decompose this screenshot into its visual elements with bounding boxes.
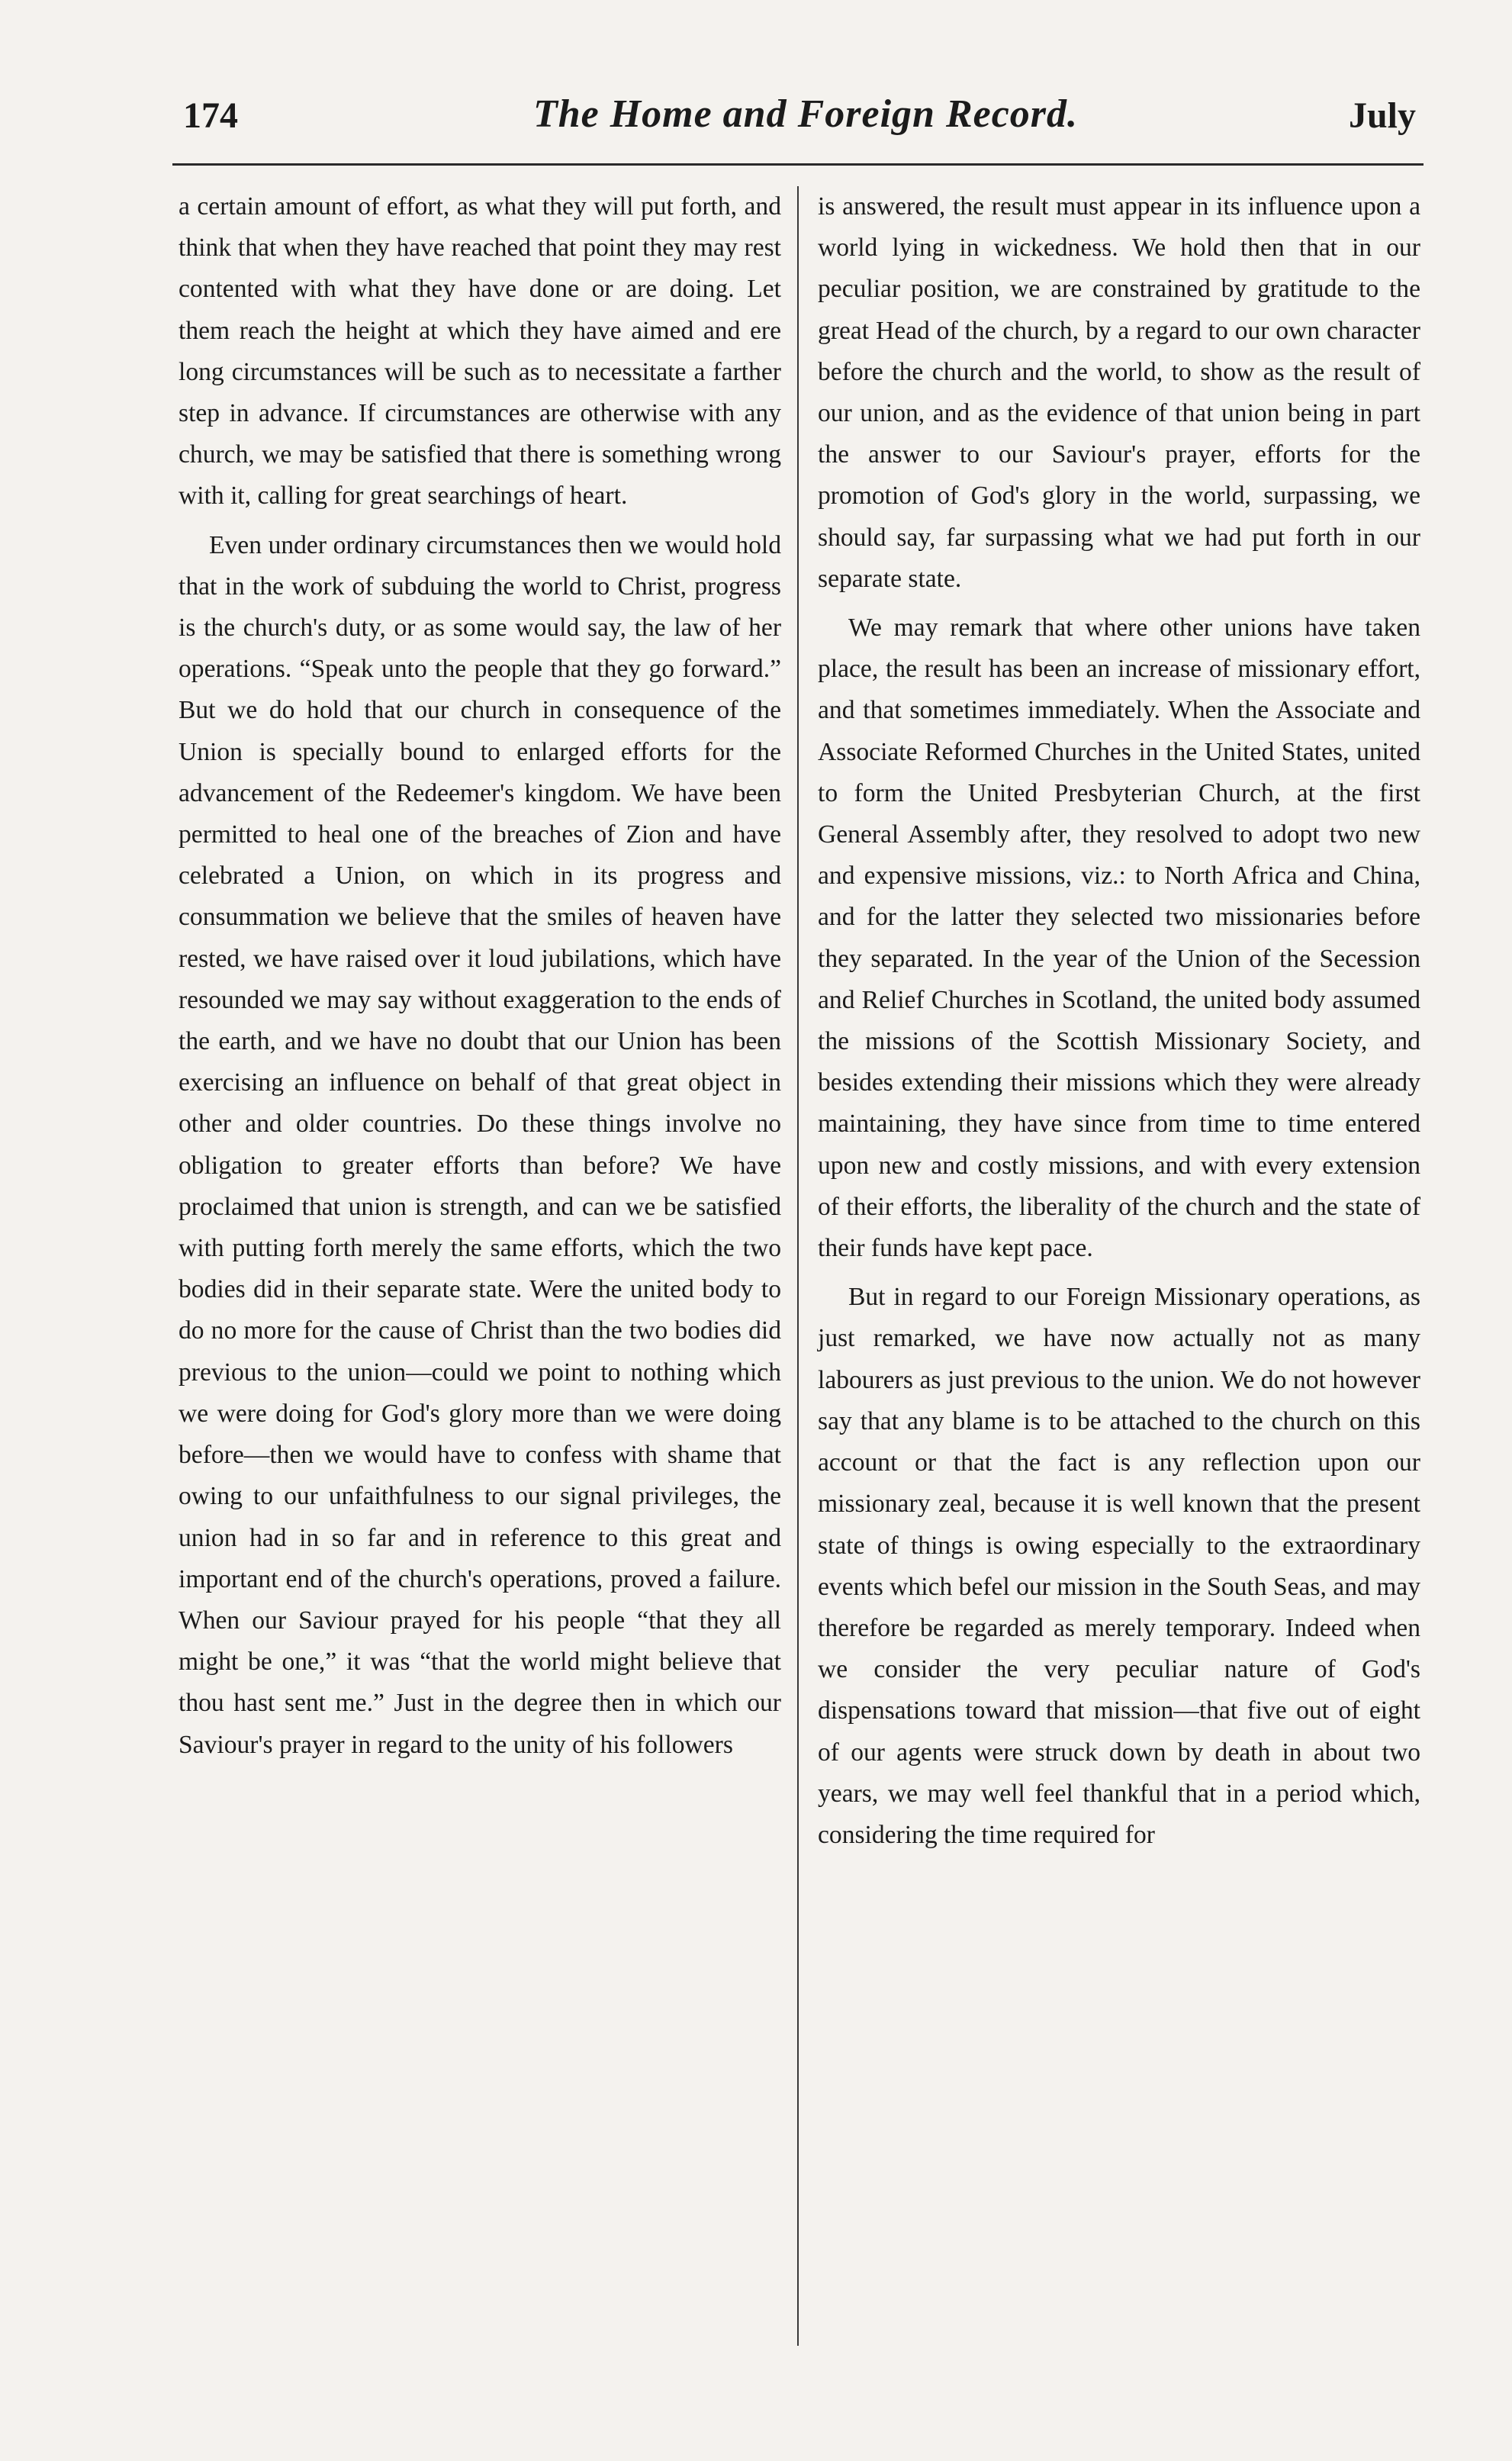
journal-title: The Home and Foreign Record. — [532, 92, 1079, 136]
right-column — [818, 186, 1420, 1856]
issue-month: July — [1348, 95, 1416, 136]
running-header — [172, 90, 1424, 150]
paragraph: is answered, the result must appear in its influence upon a world lying in wickedness. We hold then that in our peculiar position, we are constrained by gratitude to the great Head of the church, by a regard to our own character before the church and the world, to show as the result of our union, and as the evidence of that union being in part the answer to our Saviour's prayer, efforts for the promotion of God's glory in the world, surpassing, we should say, far surpassing what we had put forth in our separate state. — [818, 192, 1420, 593]
left-column — [179, 186, 781, 1766]
page-number: 174 — [183, 95, 238, 136]
page — [172, 90, 1424, 2364]
column-divider — [797, 186, 799, 2346]
paragraph: Even under ordinary circumstances then we would hold that in the work of subduing the world to Christ, progress is the church's duty, or as some would say, the law of her operations. “Speak unto the people that they go forward.” But we do hold that our church in consequence of the Union is specially bound to enlarged efforts for the advancement of the Redeemer's kingdom. We have been permitted to heal one of the breaches of Zion and have celebrated a Union, on which in its progress and consummation we believe that the smiles of heaven have rested, we have raised over it loud jubilations, which have resounded we may say without exaggeration to the ends of the earth, and we have no doubt that our Union has been exercising an influence on behalf of that great object in other and older countries. Do these things involve no obligation to greater efforts than before? We have proclaimed that union is strength, and can we be satisfied with putting forth merely the same efforts, which the two bodies did in their separate state. Were the united body to do no more for the cause of Christ than the two bodies did previous to the union—could we point to nothing which we were doing for God's glory more than we were doing before—then we would have to confess with shame that owing to our unfaithfulness to our signal privileges, the union had in so far and in reference to this great and important end of the church's operations, proved a failure. When our Saviour prayed for his people “that they all might be one,” it was “that the world might believe that thou hast sent me.” Just in the degree then in which our Saviour's prayer in regard to the unity of his followers — [179, 530, 781, 1759]
paragraph: a certain amount of effort, as what they will put forth, and think that when they have reached that point they may rest contented with what they have done or are doing. Let them reach the height at which they have aimed and ere long circumstances will be such as to necessitate a farther step in advance. If circumstances are otherwise with any church, we may be satisfied that there is something wrong with it, calling for great searchings of heart. — [179, 192, 781, 511]
header-rule — [172, 163, 1424, 166]
paragraph: But in regard to our Foreign Missionary operations, as just remarked, we have now actually not as many labourers as just previous to the union. We do not however say that any blame is to be attached to the church on this account or that the fact is any reflection upon our missionary zeal, because it is well known that the present state of things is owing especially to the extraordinary events which befel our mission in the South Seas, and may therefore be regarded as merely temporary. Indeed when we consider the very peculiar nature of God's dispensations toward that mission—that five out of eight of our agents were struck down by death in about two years, we may well feel thankful that in a period which, considering the time required for — [818, 1283, 1420, 1849]
paragraph: We may remark that where other unions have taken place, the result has been an increase of missionary effort, and that sometimes immediately. When the Associate and Associate Reformed Churches in the United States, united to form the United Presbyterian Church, at the first General Assembly after, they resolved to adopt two new and expensive missions, viz.: to North Africa and China, and for the latter they selected two missionaries before they separated. In the year of the Union of the Secession and Relief Churches in Scotland, the united body assumed the missions of the Scottish Missionary Society, and besides extending their missions which they were already maintaining, they have since from time to time entered upon new and costly missions, and with every extension of their efforts, the liberality of the church and the state of their funds have kept pace. — [818, 614, 1420, 1263]
